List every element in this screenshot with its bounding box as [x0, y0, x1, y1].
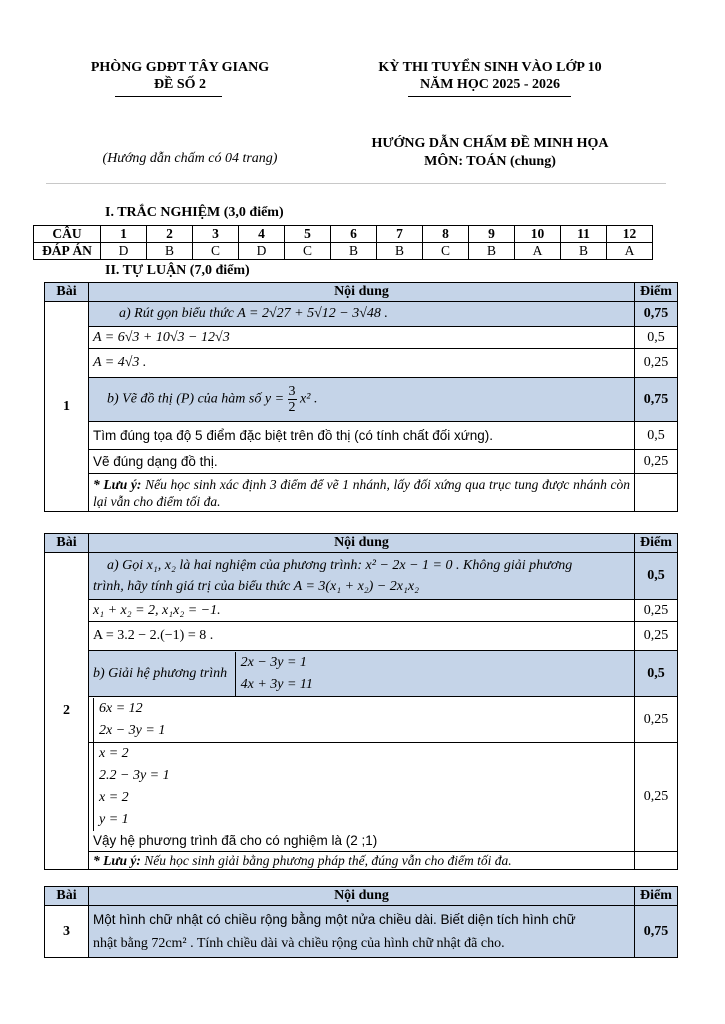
equation: x = 2 [99, 746, 129, 761]
part2-title: II. TỰ LUẬN (7,0 điểm) [105, 263, 250, 278]
equation: 2x − 3y = 1 [99, 722, 166, 738]
table-row [45, 906, 678, 958]
table-row [45, 651, 678, 697]
problem3-line1: Một hình chữ nhật có chiều rộng bằng một nửa chiều dài. Biết diện tích hình chữ [93, 911, 576, 927]
problem-number: 2 [45, 553, 89, 870]
col-bai: Bài [45, 534, 89, 553]
row-points: 0,75 [635, 906, 678, 958]
row-text [89, 743, 635, 852]
row-points: 0,25 [635, 450, 678, 474]
pages-note: (Hướng dẫn chấm có 04 trang) [102, 151, 278, 166]
row-points: 0,5 [635, 651, 678, 697]
question-number: 9 [469, 226, 515, 243]
exam-title: KỲ THI TUYỂN SINH VÀO LỚP 10 [378, 60, 602, 75]
answer-label: ĐÁP ÁN [34, 243, 101, 260]
row-points: 0,5 [635, 327, 678, 349]
equation-system [93, 743, 170, 787]
row-points: 0,5 [635, 553, 678, 600]
guide-title: HƯỚNG DẪN CHẤM ĐỀ MINH HỌA [371, 136, 609, 151]
row-points: 0,25 [635, 743, 678, 852]
frac-num: 3 [288, 384, 296, 399]
answer-key-table [33, 225, 653, 260]
part1-title: I. TRẮC NGHIỆM (3,0 điểm) [105, 205, 284, 220]
row-points: 0,75 [635, 378, 678, 422]
question-number: 4 [239, 226, 285, 243]
answer-cell: B [469, 243, 515, 260]
table-row [45, 302, 678, 327]
col-bai: Bài [45, 887, 89, 906]
answer-cell: A [607, 243, 653, 260]
department-name: PHÒNG GDĐT TÂY GIANG [90, 60, 270, 75]
problem2-table [44, 533, 678, 870]
row-points: 0,25 [635, 600, 678, 622]
question-number: 11 [561, 226, 607, 243]
note [89, 852, 635, 870]
equation-system [235, 652, 313, 696]
row-text [89, 378, 635, 422]
col-bai: Bài [45, 283, 89, 302]
table-header [45, 887, 678, 906]
table-row [45, 600, 678, 622]
equation: x = 2 [99, 790, 129, 805]
col-points: Điểm [635, 887, 678, 906]
row-text-after: x² . [300, 391, 318, 407]
question-number: 7 [377, 226, 423, 243]
note-text: Nếu học sinh giải bằng phương pháp thế, đúng vẫn cho điểm tối đa. [140, 853, 512, 868]
equation: 2.2 − 3y = 1 [99, 768, 170, 783]
divider [408, 96, 571, 97]
answer-cell: B [331, 243, 377, 260]
header-rule [46, 183, 666, 184]
answer-cell: B [377, 243, 423, 260]
table-row [45, 852, 678, 870]
row-a-line1: a) Gọi x₁, x₂ là hai nghiệm của phương trình: x² − 2x − 1 = 0 . Không giải phương [107, 558, 573, 573]
note-label: * Lưu ý: [93, 853, 141, 868]
question-label: CÂU [34, 226, 101, 243]
row-points: 0,25 [635, 349, 678, 378]
row-points [635, 474, 678, 512]
answer-cell: C [193, 243, 239, 260]
question-number: 6 [331, 226, 377, 243]
problem-number: 3 [45, 906, 89, 958]
question-number: 8 [423, 226, 469, 243]
table-row [45, 327, 678, 349]
table-row [45, 378, 678, 422]
row-text-before: b) Vẽ đồ thị (P) của hàm số y = [107, 391, 288, 407]
col-points: Điểm [635, 534, 678, 553]
row-points: 0,25 [635, 622, 678, 651]
problem3-table [44, 886, 678, 958]
question-number: 3 [193, 226, 239, 243]
answer-row [34, 243, 653, 260]
row-points: 0,75 [635, 302, 678, 327]
row-text: Vẽ đúng dạng đồ thị. [89, 450, 635, 474]
answer-cell: B [561, 243, 607, 260]
equation: 6x = 12 [99, 700, 143, 716]
equation: 4x + 3y = 11 [240, 676, 313, 692]
table-row [45, 474, 678, 512]
note-text: Nếu học sinh xác định 3 điểm để vẽ 1 nhánh, lấy đối xứng qua trục tung được nhánh còn lại vẫn cho điểm tối đa. [93, 476, 630, 509]
question-number: 2 [147, 226, 193, 243]
table-row [45, 349, 678, 378]
answer-cell: C [285, 243, 331, 260]
subject-title: MÔN: TOÁN (chung) [424, 154, 556, 169]
problem3-line2: nhật bằng 72cm² . Tính chiều dài và chiều rộng của hình chữ nhật đã cho. [93, 935, 505, 951]
col-points: Điểm [635, 283, 678, 302]
row-text [89, 651, 635, 697]
equation: y = 1 [99, 812, 129, 827]
problem-number: 1 [45, 302, 89, 512]
question-number: 10 [515, 226, 561, 243]
row-text: A = 6√3 + 10√3 − 12√3 [89, 327, 635, 349]
note-label: * Lưu ý: [93, 476, 142, 492]
question-number: 12 [607, 226, 653, 243]
table-row [45, 622, 678, 651]
row-text [89, 697, 635, 743]
row-text: a) Rút gọn biểu thức A = 2√27 + 5√12 − 3√48 . [89, 302, 635, 327]
col-content: Nội dung [89, 887, 635, 906]
equation: 2x − 3y = 1 [240, 654, 307, 670]
table-row [45, 743, 678, 852]
row-text: A = 3.2 − 2.(−1) = 8 . [89, 622, 635, 651]
row-b-label: b) Giải hệ phương trình [93, 665, 228, 681]
table-row [45, 422, 678, 450]
question-number: 1 [101, 226, 147, 243]
row-points [635, 852, 678, 870]
answer-cell: A [515, 243, 561, 260]
answer-cell: D [101, 243, 147, 260]
equation-system [93, 787, 129, 831]
row-a-line2: trình, hãy tính giá trị của biểu thức A = 3(x₁ + x₂) − 2x₁x₂ [93, 579, 419, 594]
table-header [45, 283, 678, 302]
frac-den: 2 [288, 400, 296, 415]
answer-cell: C [423, 243, 469, 260]
table-row [45, 450, 678, 474]
question-row [34, 226, 653, 243]
table-row [45, 697, 678, 743]
row-text: Tìm đúng tọa độ 5 điểm đặc biệt trên đồ thị (có tính chất đối xứng). [89, 422, 635, 450]
col-content: Nội dung [89, 283, 635, 302]
row-text: A = 4√3 . [89, 349, 635, 378]
school-year: NĂM HỌC 2025 - 2026 [420, 77, 560, 92]
row-points: 0,5 [635, 422, 678, 450]
row-text [89, 906, 635, 958]
divider [115, 96, 222, 97]
exam-code: ĐỀ SỐ 2 [153, 77, 207, 92]
equation-system [93, 698, 165, 742]
question-number: 5 [285, 226, 331, 243]
table-row [45, 553, 678, 600]
table-header [45, 534, 678, 553]
col-content: Nội dung [89, 534, 635, 553]
conclusion: Vậy hệ phương trình đã cho có nghiệm là (2 ;1) [93, 833, 378, 848]
note [89, 474, 635, 512]
problem1-table [44, 282, 678, 512]
row-text [89, 553, 635, 600]
row-text: x₁ + x₂ = 2, x₁x₂ = −1. [89, 600, 635, 622]
answer-cell: D [239, 243, 285, 260]
row-points: 0,25 [635, 697, 678, 743]
answer-cell: B [147, 243, 193, 260]
